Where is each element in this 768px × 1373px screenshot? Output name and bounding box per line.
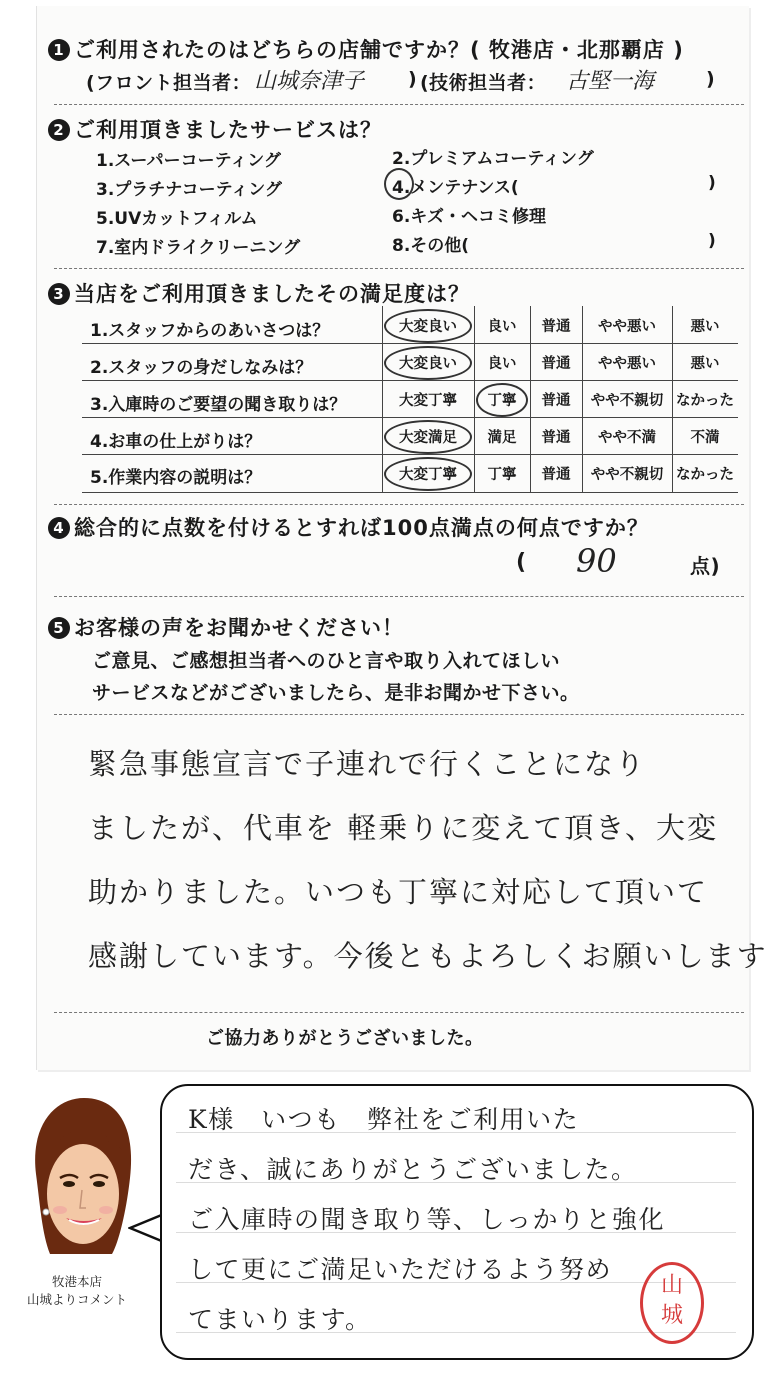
service-item: 8.その他( (392, 236, 470, 256)
sat-option: 大変丁寧 (399, 467, 457, 483)
divider (54, 268, 744, 269)
satisfaction-grid (382, 306, 738, 492)
avatar-caption-name: 山城よりコメント (26, 1292, 127, 1307)
selection-circle (384, 346, 472, 380)
customer-comment-line: 感謝しています。今後ともよろしくお願いします (88, 939, 768, 973)
q2-text: ご利用頂きましたサービスは？ (74, 118, 382, 142)
stamp-text: 山城 (661, 1273, 684, 1328)
service-item: 5.UVカットフィルム (96, 209, 258, 229)
sat-question: 1.スタッフからのあいさつは？ (90, 321, 330, 341)
sat-question: 5.作業内容の説明は？ (90, 468, 262, 488)
front-staff-name: 山城奈津子 (254, 69, 365, 94)
sat-option: 大変良い (399, 356, 457, 372)
sat-question: 3.入庫時のご要望の聞き取りは？ (90, 395, 347, 415)
reply-line: ご入庫時の聞き取り等、しっかりと強化 (188, 1205, 666, 1234)
grid-line (82, 417, 738, 418)
service-item: 1.スーパーコーティング (96, 151, 281, 171)
grid-line (82, 492, 738, 493)
tech-staff-name: 古堅一海 (566, 69, 655, 94)
sat-option: やや不満 (598, 430, 656, 446)
divider (54, 104, 744, 105)
q5-instructions: サービスなどがございましたら、是非お聞かせ下さい。 (92, 682, 580, 704)
grid-line (82, 454, 738, 455)
sat-option: 大変良い (399, 319, 457, 335)
divider (54, 1012, 744, 1013)
selection-circle (476, 383, 528, 417)
divider (54, 596, 744, 597)
sat-option: 大変丁寧 (399, 393, 457, 409)
selection-circle (384, 168, 414, 200)
q4-text: 総合的に点数を付けるとすれば100点満点の何点ですか？ (74, 516, 649, 540)
sat-option: 不満 (690, 430, 720, 446)
reply-line: てまいります。 (188, 1305, 372, 1334)
sat-question: 4.お車の仕上がりは？ (90, 432, 262, 452)
q1-text: ご利用されたのはどちらの店舗ですか？( 牧港店・北那覇店 ) (74, 38, 684, 62)
reply-line: だき、誠にありがとうございました。 (188, 1155, 638, 1184)
selection-circle (384, 457, 472, 491)
selection-circle (384, 309, 472, 343)
q5-instructions: ご意見、ご感想担当者へのひと言や取り入れてほしい (92, 650, 561, 672)
avatar-caption-store: 牧港本店 (51, 1274, 102, 1289)
sat-option: なかった (676, 393, 734, 409)
sat-option: やや不親切 (590, 467, 664, 483)
sat-option: 普通 (541, 393, 571, 409)
sat-option: 満足 (487, 430, 517, 446)
sat-option: 丁寧 (487, 467, 517, 483)
selection-circle (384, 420, 472, 454)
score-open-paren: ( (516, 550, 527, 575)
sat-option: やや不親切 (590, 393, 664, 409)
q3-number: 3 (48, 283, 70, 305)
sat-option: 丁寧 (487, 393, 517, 409)
service-item: 6.キズ・ヘコミ修理 (392, 207, 546, 227)
q1-heading (48, 34, 684, 64)
score-value: 90 (576, 542, 617, 580)
sat-option: 悪い (690, 319, 720, 335)
q2-number: 2 (48, 119, 70, 141)
q2-heading (48, 114, 382, 144)
customer-comment-line: 緊急事態宣言で子連れで行くことになり (88, 747, 647, 781)
sat-option: 普通 (541, 467, 571, 483)
sat-option: 普通 (541, 430, 571, 446)
sat-option: 良い (487, 319, 517, 335)
front-close-paren: ) (408, 68, 418, 90)
service-item: 7.室内ドライクリーニング (96, 238, 301, 258)
service-close-paren: ) (708, 173, 716, 193)
customer-comment-line: ましたが、代車を 軽乗りに変えて頂き、大変 (88, 811, 719, 845)
divider (54, 504, 744, 505)
q4-number: 4 (48, 517, 70, 539)
divider (54, 714, 744, 715)
sat-option: なかった (676, 467, 734, 483)
q5-number: 5 (48, 617, 70, 639)
grid-line (82, 380, 738, 381)
score-unit: 点) (690, 554, 721, 578)
thanks-message: ご協力ありがとうございました。 (206, 1028, 484, 1049)
sat-option: 普通 (541, 319, 571, 335)
tech-label: (技術担当者： (420, 72, 547, 94)
service-close-paren: ) (708, 231, 716, 251)
front-label: (フロント担当者： (86, 72, 252, 94)
service-item-selected: 4.メンテナンス( (392, 178, 519, 198)
sat-option: 良い (487, 356, 517, 372)
sat-option: 普通 (541, 356, 571, 372)
sat-question: 2.スタッフの身だしなみは？ (90, 358, 313, 378)
tech-close-paren: ) (706, 68, 716, 90)
q5-heading (48, 612, 404, 642)
q3-heading (48, 278, 470, 308)
q3-text: 当店をご利用頂きましたその満足度は？ (74, 282, 470, 306)
sat-option: やや悪い (598, 356, 656, 372)
grid-line (82, 343, 738, 344)
customer-comment-line: 助かりました。いつも丁寧に対応して頂いて (88, 875, 709, 909)
sat-option: 悪い (690, 356, 720, 372)
reply-line: して更にご満足いただけるよう努め (188, 1255, 613, 1284)
q4-heading (48, 512, 649, 542)
q1-number: 1 (48, 39, 70, 61)
sat-option: 大変満足 (399, 430, 457, 446)
q5-text: お客様の声をお聞かせください！ (74, 616, 404, 640)
sat-option: やや悪い (598, 319, 656, 335)
name-stamp (640, 1262, 704, 1344)
staff-avatar (26, 1094, 138, 1264)
service-item: 2.プレミアムコーティング (392, 149, 594, 169)
reply-line: K様 いつも 弊社をご利用いた (188, 1105, 580, 1134)
service-item: 3.プラチナコーティング (96, 180, 282, 200)
